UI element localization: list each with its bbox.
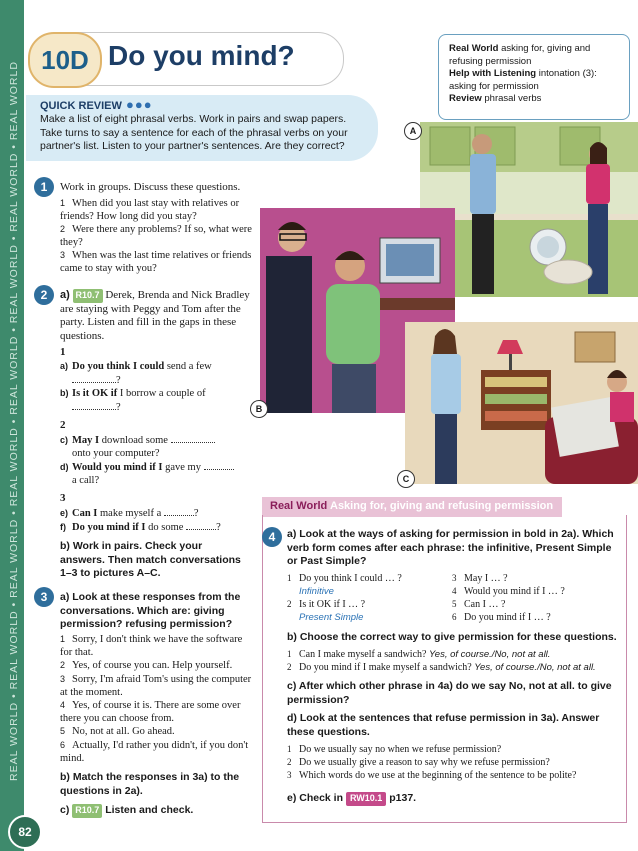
response-item [60,633,255,659]
gap-blank[interactable] [204,460,234,470]
bold-phrase: Would you mind if I [72,462,163,473]
part-label: c) [60,804,70,816]
exercise-4a-instruction: a) Look at the ways of asking for permission in bold in 2a). Which verb form comes after each phrase: the infinitive, Present Simple or Past Simple? [287,528,614,567]
item-text: Is it OK if I … ? [299,599,366,610]
page-title: Do you mind? [108,40,295,71]
question-end: ? [193,508,199,519]
item-text: Sorry, I'm afraid Tom's using the computer at the moment. [60,674,252,698]
item-number: 2 [60,224,66,234]
item-number: 1 [287,573,292,583]
item-number: 5 [452,599,457,609]
objective-text: intonation (3): asking for permission [449,68,597,92]
picture-c-label: C [397,470,415,488]
item-text: Yes, of course you can. Help yourself. [72,660,233,671]
page-reference: p137. [389,792,417,804]
question-text: do some [145,522,184,533]
exercise-4b-instruction: b) Choose the correct way to give permission for these questions. [287,631,617,643]
item-number: 4 [452,586,457,596]
bold-phrase: Can I [72,508,98,519]
objective-label: Help with Listening [449,68,537,79]
answer-options[interactable]: Yes, of course./No, not at all. [428,649,551,660]
exercise-2a-instruction [60,289,252,343]
item-number: 3 [287,770,292,780]
part-label: c) [60,435,69,445]
choice-item [287,661,622,675]
part-label: f) [60,522,66,532]
question-text: make myself a [97,508,162,519]
item-number: 2 [287,662,292,672]
item-number: 2 [60,660,66,670]
exercise-1-item [60,197,260,223]
question-2d [60,460,260,487]
answer-options[interactable]: Yes, of course./No, not at all. [474,662,596,673]
question-item [287,743,622,757]
item-number: 3 [60,674,66,684]
item-text: When did you last stay with relatives or friends? How long did you stay? [60,198,240,222]
quick-review-title: QUICK REVIEW [40,100,122,112]
item-text: Would you mind if I … ? [464,586,565,597]
question-continuation: onto your computer? [72,448,160,459]
response-item [60,725,255,738]
exercise-3-number: 3 [34,587,54,607]
item-number: 1 [60,198,66,208]
question-text: download some [99,435,168,446]
item-text: Do you mind if I make myself a sandwich? [299,662,472,673]
quick-review-dots: ●●● [126,97,153,112]
exercise-3c-instruction [60,804,260,818]
item-number: 5 [60,726,66,736]
item-text: Do we usually say no when we refuse permission? [299,744,502,755]
question-text: send a few [164,361,212,372]
question-3f [60,520,260,534]
page-number: 82 [8,815,42,849]
gap-blank[interactable] [72,400,116,410]
gap-blank[interactable] [72,373,116,383]
item-number: 1 [287,744,292,754]
exercise-4-number: 4 [262,527,282,547]
exercise-2b-instruction: b) Work in pairs. Check your answers. Then match conversations 1–3 to pictures A–C. [60,540,241,579]
question-3e [60,506,260,520]
item-text: Do we usually give a reason to say why we refuse permission? [299,757,550,768]
form-item [287,598,452,624]
gap-blank[interactable] [164,506,194,516]
form-item [287,572,452,598]
part-label: a) [60,361,69,371]
question-1b [60,387,260,414]
bold-phrase: Is it OK if [72,388,118,399]
item-number: 4 [60,700,66,710]
bold-phrase: May I [72,435,100,446]
picture-b-label: B [250,400,268,418]
gap-blank[interactable] [171,433,215,443]
question-2c [60,433,260,460]
reference-badge[interactable]: RW10.1 [346,792,386,806]
choice-item [287,648,622,662]
objective-real-world [449,43,621,68]
part-label: a) [60,289,70,301]
item-text: Were there any problems? If so, what were they? [60,224,252,248]
real-world-label: Real World [270,500,328,512]
part-label: e) Check in [287,792,344,804]
question-end: ? [116,375,121,386]
exercise-1-number: 1 [34,177,54,197]
question-continuation: a call? [72,475,100,486]
form-item [452,611,622,625]
exercise-3b-instruction: b) Match the responses in 3a) to the questions in 2a). [60,771,240,797]
instruction-text: Derek, Brenda and Nick Bradley are staying with Peggy and Tom after the party. Listen and fill in the gaps in these questions. [60,289,250,342]
question-item [287,769,622,783]
item-text: Actually, I'd rather you didn't, if you don't mind. [60,740,249,764]
objective-review [449,93,621,106]
item-number: 3 [60,250,66,260]
lesson-code: 10D [28,32,102,88]
part-label: d) [60,462,69,472]
exercise-3a-instruction: a) Look at these responses from the conversations. Which are: giving permission? refusing permission? [60,591,241,630]
item-text: May I … ? [464,573,508,584]
group-number: 2 [60,419,66,431]
group-number: 3 [60,492,66,504]
form-item [452,572,622,586]
form-item [452,585,622,599]
exercise-1-instruction: Work in groups. Discuss these questions. [60,181,241,193]
item-number: 6 [60,740,66,750]
exercise-1-item [60,223,260,249]
response-item [60,659,255,672]
question-end: ? [216,522,221,533]
bold-phrase: Do you think I could [72,361,165,372]
audio-track-badge[interactable]: R10.7 [73,289,103,303]
objective-text: asking for, giving and refusing permission [449,43,591,67]
item-number: 2 [287,757,292,767]
instruction-text: Listen and check. [102,804,194,816]
response-item [60,739,255,765]
bold-phrase: Do you mind if I [72,522,146,533]
part-label: b) [60,388,69,398]
objective-listening [449,68,621,93]
exercise-4e-instruction [287,792,617,806]
item-text: Yes, of course it is. There are some over there you can choose from. [60,700,241,724]
item-text: When was the last time relatives or friends came to stay with you? [60,250,252,274]
part-label: e) [60,508,69,518]
item-number: 2 [287,599,292,609]
item-text: Do you mind if I … ? [464,612,551,623]
living-room-image [405,322,638,484]
quick-review-text: Make a list of eight phrasal verbs. Work in pairs and swap papers. Take turns to say a sentence for each of the phrasal verbs on your partner's list. Listen to your partner's sentences. Are they correct? [40,113,348,152]
group-number: 1 [60,346,66,358]
question-end: ? [116,402,121,413]
item-number: 6 [452,612,457,622]
item-text: Can I … ? [464,599,506,610]
side-strip-label: REAL WORLD • REAL WORLD • REAL WORLD • REAL WORLD • REAL WORLD • REAL WORLD • REAL WORLD • REAL WORLD [8,61,20,781]
objective-text: phrasal verbs [481,93,542,104]
response-item [60,699,255,725]
objective-label: Real World [449,43,499,54]
exercise-4c-instruction: c) After which other phrase in 4a) do we say No, not at all. to give permission? [287,680,612,706]
lesson-objectives [438,34,630,120]
response-item [60,673,255,699]
exercise-2-number: 2 [34,285,54,305]
item-number: 3 [452,573,457,583]
audio-track-badge[interactable]: R10.7 [72,804,102,818]
question-text: gave my [162,462,201,473]
question-text: I borrow a couple of [117,388,206,399]
example-answer: Present Simple [299,611,364,623]
question-1a [60,360,260,387]
item-text: Which words do we use at the beginning of the sentence to be polite? [299,770,577,781]
item-text: Do you think I could … ? [299,573,402,584]
picture-c [405,322,638,484]
item-text: Sorry, I don't think we have the software for that. [60,634,243,658]
form-item [452,598,622,612]
item-text: No, not at all. Go ahead. [72,726,175,737]
question-item [287,756,622,770]
objective-label: Review [449,93,482,104]
picture-a-label: A [404,122,422,140]
exercise-1-item [60,249,260,275]
item-text: Can I make myself a sandwich? [299,649,427,660]
gap-blank[interactable] [186,520,216,530]
item-number: 1 [287,649,292,659]
real-world-title: Asking for, giving and refusing permission [330,500,554,512]
example-answer: Infinitive [299,585,334,597]
item-number: 1 [60,634,66,644]
exercise-4d-instruction: d) Look at the sentences that refuse permission in 3a). Answer these questions. [287,712,600,738]
